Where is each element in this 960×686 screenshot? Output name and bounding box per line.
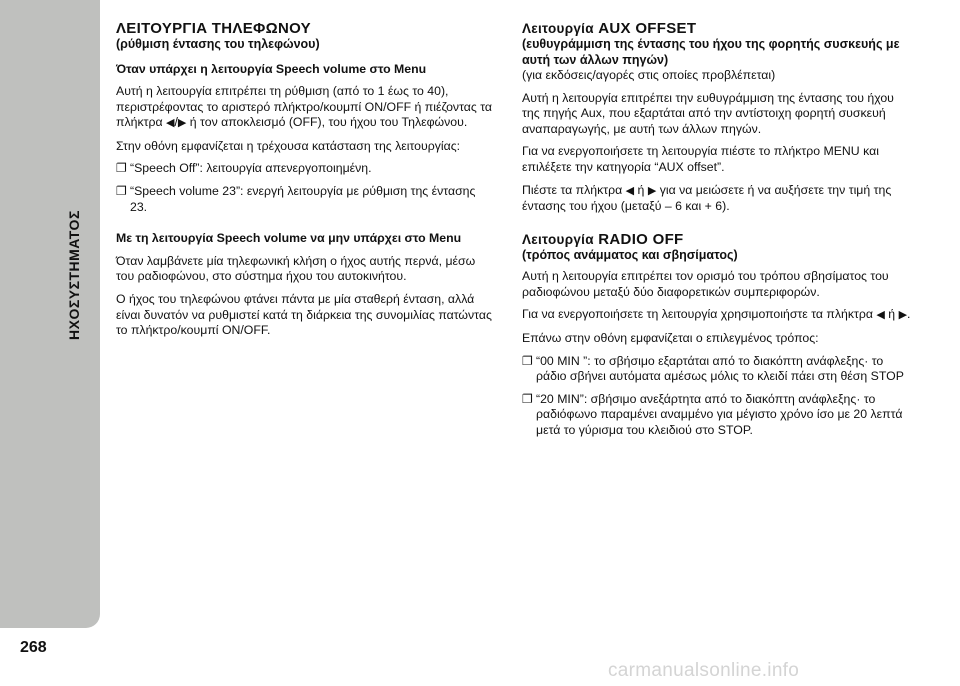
phone-paragraph-1: Αυτή η λειτουργία επιτρέπει τη ρύθμιση (από το 1 έως το 40), περιστρέφοντας το αριστερό πλήκτρο/κουμπί ON/OFF ή πιέζοντας τα πλήκτρα ◀/▶ ή τον αποκλεισμό (OFF), του ήχου του Τηλεφώνου. xyxy=(116,84,493,130)
checkbox-bullet-icon: ❐ xyxy=(522,353,533,368)
left-arrow-icon: ◀ xyxy=(876,309,885,322)
section-label: ΗΧΟΣΥΣΤΗΜΑΤΟΣ xyxy=(66,210,82,340)
left-arrow-icon: ◀ xyxy=(166,117,175,130)
radio-paragraph-2: Για να ενεργοποιήσετε τη λειτουργία χρησιμοποιήστε τα πλήκτρα ◀ ή ▶. xyxy=(522,307,911,322)
watermark: carmanualsonline.info xyxy=(608,660,800,681)
checkbox-bullet-icon: ❐ xyxy=(522,391,533,406)
list-item: ❐ “00 MIN ”: το σβήσιμο εξαρτάται από το διακόπτη ανάφλεξης· το ράδιο σβήνει αυτόματα αμέσως μόλις το κλειδί πάει στη θέση STOP xyxy=(522,353,904,384)
radio-off-section-title: Λειτουργία RADIO OFF xyxy=(522,230,684,248)
right-arrow-icon: ▶ xyxy=(898,309,908,322)
right-arrow-icon: ▶ xyxy=(647,184,657,197)
speech-present-heading: Όταν υπάρχει η λειτουργία Speech volume στο Menu xyxy=(116,61,427,76)
aux-paragraph-2: Για να ενεργοποιήσετε τη λειτουργία πιέστε το πλήκτρο MENU και επιλέξετε την κατηγορία “AUX offset”. xyxy=(522,144,879,174)
aux-note: (για εκδόσεις/αγορές στις οποίες προβλέπεται) xyxy=(522,68,776,82)
list-item: ❐ “20 MIN”: σβήσιμο ανεξάρτητα από το διακόπτη ανάφλεξης· το ραδιόφωνο παραμένει αναμμένο για μέγιστο χρόνο ίσο με 20 λεπτά μετά το γύρισμα του κλειδιού στο STOP. xyxy=(522,391,903,437)
aux-section-subtitle: (ευθυγράμμιση της έντασης του ήχου της φορητής συσκευής με αυτή των άλλων πηγών) xyxy=(522,37,900,67)
aux-paragraph-3: Πιέστε τα πλήκτρα ◀ ή ▶ για να μειώσετε ή να αυξήσετε την τιμή της έντασης του ήχου (μεταξύ – 6 και + 6). xyxy=(522,182,892,214)
phone-section-title: ΛΕΙΤΟΥΡΓΙΑ ΤΗΛΕΦΩΝΟΥ xyxy=(116,20,311,37)
radio-paragraph-1: Αυτή η λειτουργία επιτρέπει τον ορισμό του τρόπου σβησίματος του ραδιοφώνου μεταξύ δύο διαφορετικών συμπεριφορών. xyxy=(522,269,889,299)
right-column xyxy=(522,20,914,446)
radio-paragraph-3: Επάνω στην οθόνη εμφανίζεται ο επιλεγμένος τρόπος: xyxy=(522,331,819,346)
checkbox-bullet-icon: ❐ xyxy=(116,184,127,199)
section-sidebar xyxy=(0,0,100,628)
phone-paragraph-4: Ο ήχος του τηλεφώνου φτάνει πάντα με μία σταθερή ένταση, αλλά είναι δυνατόν να ρυθμιστεί κατά τη διάρκεια της συνομιλίας πατώντας το πλήκτρο/κουμπί ON/OFF. xyxy=(116,292,492,338)
phone-paragraph-3: Όταν λαμβάνετε μία τηλεφωνική κλήση ο ήχος αυτής περνά, μέσω του ραδιοφώνου, στο σύστημα ήχου του αυτοκινήτου. xyxy=(116,253,476,284)
speech-absent-heading: Με τη λειτουργία Speech volume να μην υπάρχει στο Menu xyxy=(116,231,462,246)
list-item: ❐ “Speech volume 23”: ενεργή λειτουργία με ρύθμιση της έντασης 23. xyxy=(116,184,476,214)
radio-off-section-subtitle: (τρόπος ανάμματος και σβησίματος) xyxy=(522,247,738,262)
checkbox-bullet-icon: ❐ xyxy=(116,161,127,176)
phone-paragraph-2: Στην οθόνη εμφανίζεται η τρέχουσα κατάσταση της λειτουργίας: xyxy=(116,138,461,153)
phone-section-subtitle: (ρύθμιση έντασης του τηλεφώνου) xyxy=(116,37,320,51)
left-column xyxy=(116,20,494,346)
list-item: ❐ “Speech Off”: λειτουργία απενεργοποιημένη. xyxy=(116,161,372,176)
right-arrow-icon: ▶ xyxy=(177,117,187,130)
aux-section-title: Λειτουργία AUX OFFSET xyxy=(522,20,697,37)
left-arrow-icon: ◀ xyxy=(625,184,635,197)
page-number: 268 xyxy=(20,639,47,656)
aux-paragraph-1: Αυτή η λειτουργία επιτρέπει την ευθυγράμμιση της έντασης του ήχου της πηγής Aux, που εξαρτάται από την αντίστοιχη φορητή συσκευή αναπαραγωγής, με αυτή των άλλων πηγών. xyxy=(522,90,894,136)
